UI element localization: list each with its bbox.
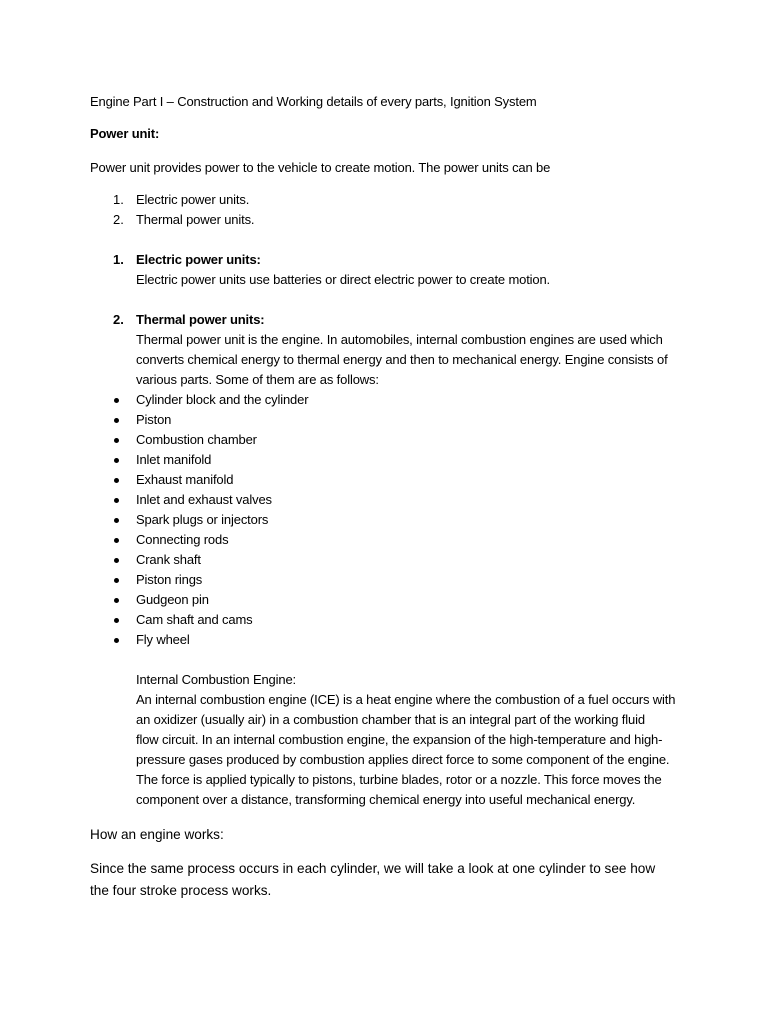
how-text-line: Since the same process occurs in each cylinder, we will take a look at one cylinder to see how	[90, 861, 656, 876]
thermal-text-line: Thermal power unit is the engine. In automobiles, internal combustion engines are used which	[136, 332, 663, 347]
part-item: Connecting rods	[136, 532, 229, 547]
ice-text-line: The force is applied typically to pistons, turbine blades, rotor or a nozzle. This force moves the	[136, 772, 662, 787]
ice-text-line: component over a distance, transforming chemical energy into useful mechanical energy.	[136, 792, 636, 807]
part-item: Inlet and exhaust valves	[136, 492, 272, 507]
power-unit-intro: Power unit provides power to the vehicle to create motion. The power units can be	[90, 160, 551, 175]
bullet-icon	[114, 558, 119, 563]
bullet-icon	[114, 638, 119, 643]
list-item: Thermal power units.	[136, 212, 255, 227]
ice-text-line: An internal combustion engine (ICE) is a heat engine where the combustion of a fuel occurs with	[136, 692, 676, 707]
bullet-icon	[114, 578, 119, 583]
bullet-icon	[114, 418, 119, 423]
bullet-icon	[114, 598, 119, 603]
thermal-text-line: various parts. Some of them are as follows:	[136, 372, 379, 387]
bullet-icon	[114, 478, 119, 483]
part-item: Cylinder block and the cylinder	[136, 392, 309, 407]
ice-text-line: an oxidizer (usually air) in a combustion chamber that is an integral part of the working fluid	[136, 712, 645, 727]
part-item: Piston	[136, 412, 172, 427]
thermal-text-line: converts chemical energy to thermal energy and then to mechanical energy. Engine consists of	[136, 352, 668, 367]
bullet-icon	[114, 518, 119, 523]
bullet-icon	[114, 618, 119, 623]
part-item: Cam shaft and cams	[136, 612, 253, 627]
ice-text-line: flow circuit. In an internal combustion engine, the expansion of the high-temperature and high-	[136, 732, 663, 747]
section-number: 2.	[113, 312, 124, 327]
list-item: Electric power units.	[136, 192, 250, 207]
how-text-line: the four stroke process works.	[90, 883, 272, 898]
part-item: Inlet manifold	[136, 452, 212, 467]
part-item: Piston rings	[136, 572, 203, 587]
bullet-icon	[114, 438, 119, 443]
bullet-icon	[114, 458, 119, 463]
thermal-heading: Thermal power units:	[136, 312, 265, 327]
part-item: Fly wheel	[136, 632, 190, 647]
list-number: 1.	[113, 192, 124, 207]
ice-heading: Internal Combustion Engine:	[136, 672, 296, 687]
power-unit-heading: Power unit:	[90, 126, 160, 141]
how-heading: How an engine works:	[90, 827, 224, 842]
part-item: Gudgeon pin	[136, 592, 209, 607]
part-item: Combustion chamber	[136, 432, 257, 447]
bullet-icon	[114, 538, 119, 543]
section-number: 1.	[113, 252, 124, 267]
list-number: 2.	[113, 212, 124, 227]
part-item: Spark plugs or injectors	[136, 512, 269, 527]
part-item: Crank shaft	[136, 552, 201, 567]
electric-heading: Electric power units:	[136, 252, 261, 267]
part-item: Exhaust manifold	[136, 472, 234, 487]
ice-text-line: pressure gases produced by combustion applies direct force to some component of the engine.	[136, 752, 670, 767]
bullet-icon	[114, 398, 119, 403]
document-title: Engine Part I – Construction and Working details of every parts, Ignition System	[90, 94, 537, 109]
bullet-icon	[114, 498, 119, 503]
electric-text: Electric power units use batteries or direct electric power to create motion.	[136, 272, 551, 287]
